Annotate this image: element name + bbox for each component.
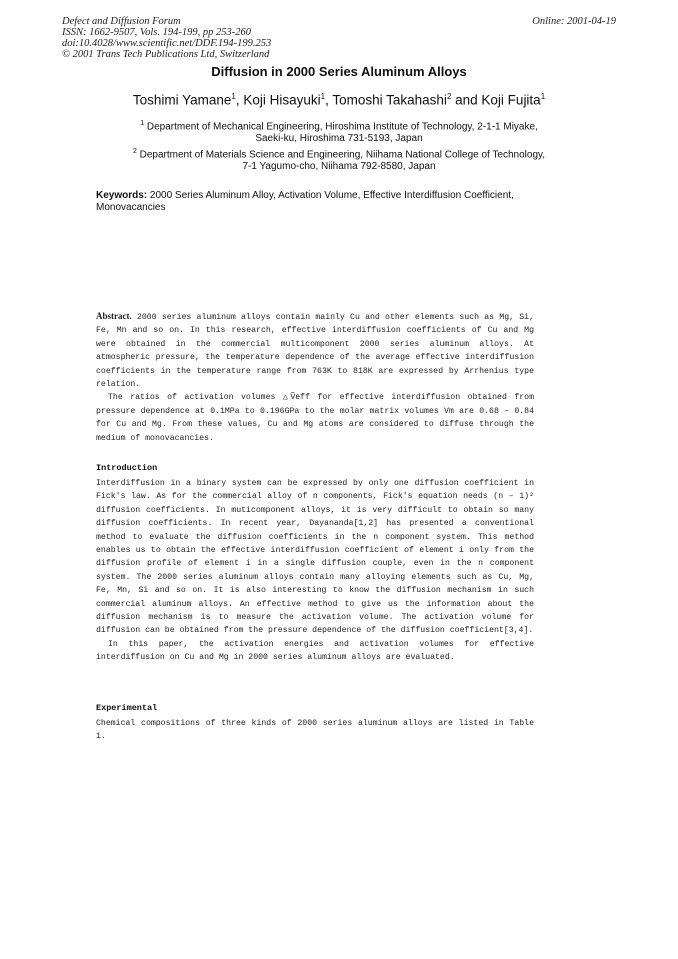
keywords-label: Keywords: bbox=[96, 190, 148, 201]
abstract-label: Abstract. bbox=[96, 311, 132, 321]
journal-header bbox=[62, 16, 271, 60]
experimental-body bbox=[96, 717, 534, 744]
keywords bbox=[96, 190, 582, 214]
introduction-paragraph: Interdiffusion in a binary system can be expressed by only one diffusion coefficient in Fick's law. As for the commercial alloy of n components, Fick's equation needs (n – 1)² diffusion coefficients. In muticomponent alloys, it is very difficult to obtain so many diffusion coefficients. In recent year, Dayananda[1,2] has presented a conventional method to evaluate the diffusion coefficients in the n component system. This method enables us to obtain the effective interdiffusion coefficient of element i only from the diffusion profile of element i in a single diffusion couple, even in the n component system. The 2000 series aluminum alloys contain many alloying elements such as Cu, Mg, Fe, Mn, Si and so on. It is also interesting to know the diffusion mechanism in such commercial aluminum alloys. An effective method to give us the information about the diffusion mechanism is to measure the activation volume. The activation volume for diffusion can be obtained from the pressure dependence of the diffusion coefficient[3,4]. bbox=[96, 479, 534, 636]
abstract bbox=[96, 310, 534, 445]
affiliation-1: $^1$ Department of Mechanical Engineering, Hiroshima Institute of Technology, 2-1-1 Miyake, Saeki-ku, Hiroshima 731-5193, Japan bbox=[140, 120, 538, 145]
section-heading-experimental: Experimental bbox=[96, 703, 158, 713]
experimental-paragraph: Chemical compositions of three kinds of 2000 series aluminum alloys are listed in Table 1. bbox=[96, 719, 534, 742]
author-affiliation-mark: 1 bbox=[540, 92, 546, 101]
journal-issn: ISSN: 1662-9507, Vols. 194-199, pp 253-260 bbox=[62, 27, 251, 38]
journal-copyright: © 2001 Trans Tech Publications Ltd, Switzerland bbox=[62, 49, 270, 60]
author-affiliation-mark: 1 bbox=[231, 92, 236, 101]
section-heading-introduction: Introduction bbox=[96, 463, 158, 473]
author-list: Toshimi Yamane$^1$, Koji Hisayuki$^1$, Tomoshi Takahashi$^2$ and Koji Fujita$^1$ bbox=[132, 92, 546, 108]
paper-title: Diffusion in 2000 Series Aluminum Alloys bbox=[211, 64, 467, 79]
author-name: Toshimi Yamane bbox=[132, 92, 232, 108]
introduction-paragraph: In this paper, the activation energies and activation volumes for effective interdiffusion on Cu and Mg in 2000 series aluminum alloys are evaluated. bbox=[96, 639, 534, 663]
author-affiliation-mark: 1 bbox=[320, 92, 326, 101]
author-name: Koji Fujita bbox=[481, 92, 541, 108]
journal-doi: doi:10.4028/www.scientific.net/DDF.194-199.253 bbox=[62, 38, 272, 49]
author-name: Tomoshi Takahashi bbox=[332, 92, 447, 108]
journal-name: Defect and Diffusion Forum bbox=[62, 16, 181, 27]
affiliation-2: $^2$ Department of Materials Science and Engineering, Niihama National College of Technology, 7-1 Yagumo-cho, Niihama 792-8580, Japan bbox=[132, 148, 546, 173]
online-date: Online: 2001-04-19 bbox=[532, 16, 616, 27]
keywords-text: 2000 Series Aluminum Alloy, Activation Volume, Effective Interdiffusion Coefficient, Monovacancies bbox=[96, 190, 514, 213]
author-affiliation-mark: 2 bbox=[446, 92, 452, 101]
abstract-paragraph: 2000 series aluminum alloys contain mainly Cu and other elements such as Mg, Si, Fe, Mn and so on. In this research, effective interdiffusion coefficients of Cu and Mg were obtained in the commercial multicomponent 2000 series aluminum alloys. At atmospheric pressure, the temperature dependence of the average effective interdiffusion coefficients in the temperature range from 763K to 818K are expressed by Arrhenius type relation. bbox=[96, 313, 534, 390]
author-name: Koji Hisayuki bbox=[243, 92, 321, 108]
introduction-body bbox=[96, 477, 534, 665]
abstract-paragraph: The ratios of activation volumes △Ṽeff for effective interdiffusion obtained from pressure dependence at 0.1MPa to 0.196GPa to the molar matrix volumes Vm are 0.68 – 0.84 for Cu and Mg. From these values, Cu and Mg atoms are considered to diffuse through the medium of monovacancies. bbox=[96, 393, 534, 443]
